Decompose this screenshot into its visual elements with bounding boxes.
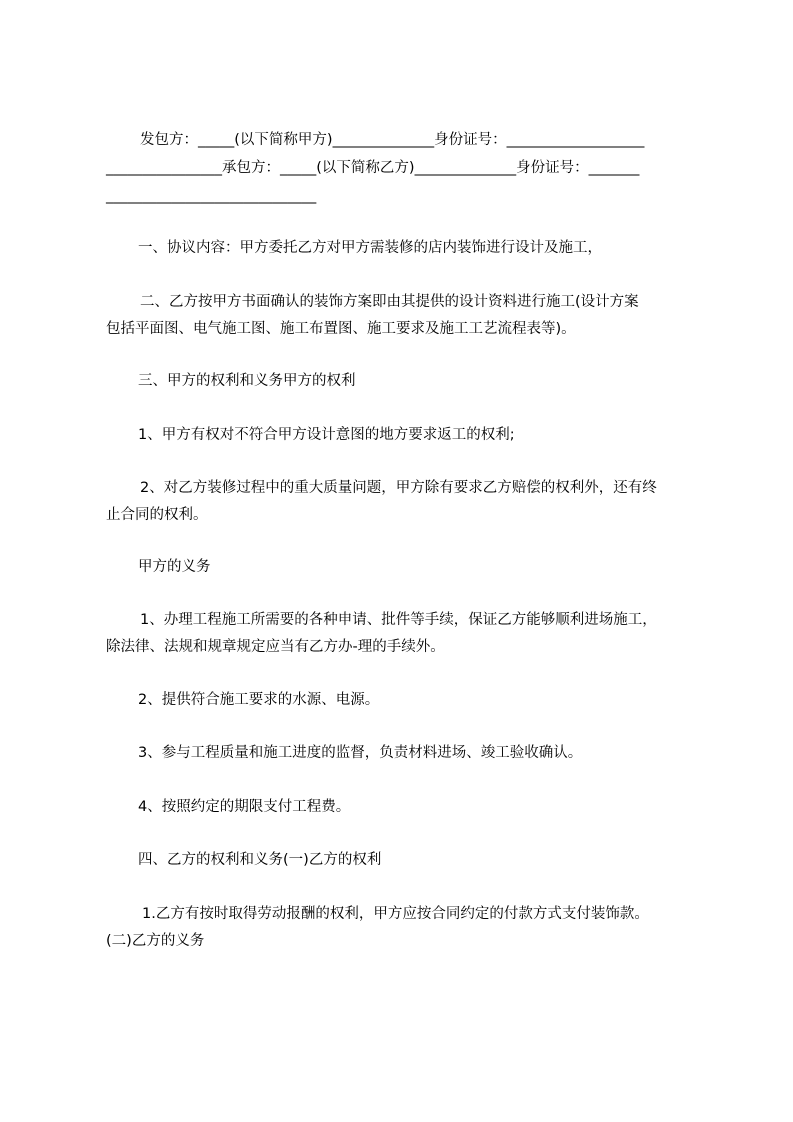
paragraph-3-line-1: 三、甲方的权利和义务甲方的权利 xyxy=(138,373,356,389)
paragraph-8-line-1: 2、提供符合施工要求的水源、电源。 xyxy=(138,692,380,708)
paragraph-1-line-1: 一、协议内容：甲方委托乙方对甲方需装修的店内装饰进行设计及施工， xyxy=(138,240,602,256)
paragraph-4-line-1: 1、甲方有权对不符合甲方设计意图的地方要求返工的权利; xyxy=(138,427,515,443)
paragraph-2-line-1: 二、乙方按甲方书面确认的装饰方案即由其提供的设计资料进行施工(设计方案 xyxy=(140,294,639,310)
paragraph-9-line-1: 3、参与工程质量和施工进度的监督，负责材料进场、竣工验收确认。 xyxy=(138,745,583,761)
paragraph-7-line-1: 1、办理工程施工所需要的各种申请、批件等手续，保证乙方能够顺利进场施工， xyxy=(140,612,657,628)
paragraph-12-line-2: (二)乙方的义务 xyxy=(106,933,205,949)
header-line-1: 发包方：_____(以下简称甲方)______________身份证号：___________________ xyxy=(140,132,645,148)
paragraph-5-line-2: 止合同的权利。 xyxy=(106,507,208,523)
paragraph-6-line-1: 甲方的义务 xyxy=(138,559,211,575)
paragraph-10-line-1: 4、按照约定的期限支付工程费。 xyxy=(138,799,351,815)
paragraph-5-line-1: 2、对乙方装修过程中的重大质量问题，甲方除有要求乙方赔偿的权利外，还有终 xyxy=(140,480,657,496)
paragraph-12-line-1: 1.乙方有按时取得劳动报酬的权利，甲方应按合同约定的付款方式支付装饰款。 xyxy=(142,906,649,922)
header-line-3: _____________________________ xyxy=(106,188,317,204)
paragraph-2-line-2: 包括平面图、电气施工图、施工布置图、施工要求及施工工艺流程表等)。 xyxy=(106,321,576,337)
paragraph-11-line-1: 四、乙方的权利和义务(一)乙方的权利 xyxy=(138,852,382,868)
header-line-2: ________________承包方：_____(以下简称乙方)______________身份证号：_______ xyxy=(106,160,640,176)
paragraph-7-line-2: 除法律、法规和规章规定应当有乙方办-理的手续外。 xyxy=(106,639,445,655)
